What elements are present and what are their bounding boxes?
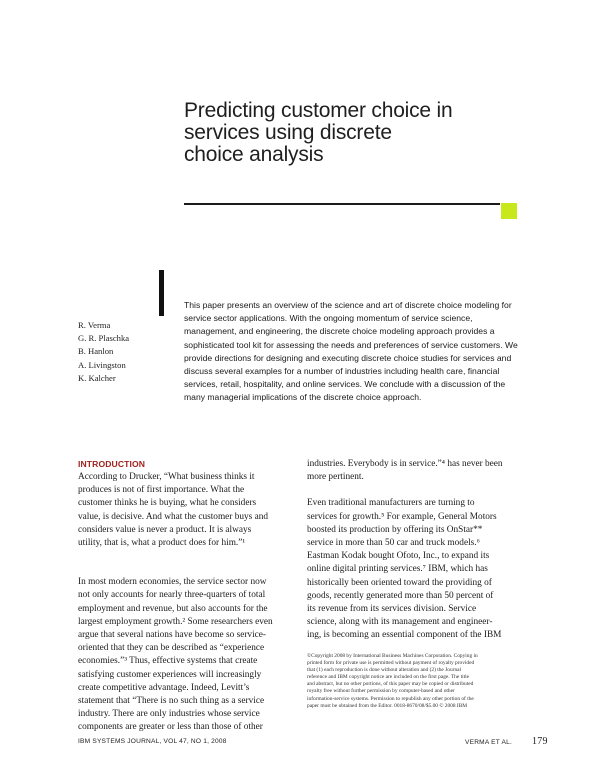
title-line: services using discrete (184, 121, 392, 144)
abstract-line: This paper presents an overview of the science and art of discrete choice modeling for (184, 300, 512, 310)
text-line: According to Drucker, “What business thinks it (78, 472, 255, 482)
body-column-right (307, 458, 529, 643)
text-line: components are greater or less than those of other (78, 722, 263, 733)
abstract-line: service sector applications. With the ongoing momentum of service science, (184, 313, 473, 324)
footnote-line: ©Copyright 2008 by International Business Machines Corporation. Copying in (307, 653, 478, 659)
running-footer (465, 736, 548, 747)
text-line: Eastman Kodak bought Ofoto, Inc., to expand its (307, 551, 490, 562)
accent-block (501, 203, 517, 219)
paragraph (78, 576, 300, 734)
text-line: statement that “There is no such thing as a service (78, 696, 265, 707)
text-line: satisfying customer experiences will increasingly (78, 669, 262, 680)
author-name: G. R. Plaschka (78, 333, 130, 344)
text-line: more pertinent. (307, 472, 364, 483)
running-authors: VERMA ET AL. (465, 739, 512, 746)
abstract (184, 299, 524, 405)
text-line: online digital printing services.⁷ IBM, which has (307, 564, 488, 575)
abstract-line: sophisticated tool kit for assessing the needs and preferences of service customers. We (184, 339, 518, 350)
journal-citation: IBM SYSTEMS JOURNAL, VOL 47, NO 1, 2008 (78, 738, 227, 745)
author-name: A. Livingston (78, 359, 126, 370)
abstract-line: services, retail, hospitality, and online services. We conclude with a discussion of the (184, 379, 506, 390)
abstract-line: many managerial implications of the discrete choice approach. (184, 392, 422, 403)
text-line: ing, is becoming an essential component of the IBM (307, 630, 502, 641)
text-line: utility, that is, what a product does for him.”¹ (78, 538, 246, 549)
text-line: service in more than 50 car and truck models.⁶ (307, 538, 480, 549)
text-line: boosted its production by offering its OnStar** (307, 524, 483, 535)
abstract-line: discuss several examples for a number of industries including health care, financial (184, 366, 500, 377)
abstract-marker-bar (159, 270, 164, 316)
author-name: R. Verma (78, 320, 111, 330)
author-name: K. Kalcher (78, 372, 116, 383)
text-line: employment and revenue, but also accounts for the (78, 603, 268, 614)
text-line: not only accounts for nearly three-quarters of total (78, 590, 266, 601)
footnote-line: information-service systems. Permission to republish any other portion of the (307, 695, 474, 702)
footnote-line: reference and IBM copyright notice are included on the first page. The title (307, 674, 470, 681)
text-line: goods, recently generated more than 50 percent of (307, 590, 494, 601)
text-line: produces is not of first importance. What the (78, 485, 245, 496)
footnote-line: printed form for private use is permitted without payment of royalty provided (307, 660, 475, 667)
text-line: considers value is never a product. It is always (78, 524, 252, 535)
paragraph (78, 471, 300, 550)
title-line: Predicting customer choice in (184, 99, 453, 122)
title-line: choice analysis (184, 143, 324, 166)
text-line: industries. Everybody is in service.”⁴ has never been (307, 459, 503, 469)
paragraph (307, 458, 529, 484)
abstract-line: management, and engineering, the discrete choice modeling approach provides a (184, 326, 495, 337)
section-heading: INTRODUCTION (78, 459, 146, 469)
abstract-line: provide directions for designing and executing discrete choice studies for services and (184, 352, 512, 363)
paragraph (307, 497, 529, 642)
text-line: its revenue from its services division. Service (307, 604, 477, 615)
text-line: oriented that they can be described as “experience (78, 643, 265, 654)
footnote-line: that (1) each reproduction is done without alteration and (2) the Journal (307, 667, 462, 674)
page-number: 179 (532, 736, 548, 747)
text-line: customer thinks he is buying, what he considers (78, 498, 257, 509)
text-line: largest employment growth.² Some researchers even (78, 616, 273, 627)
text-line: In most modern economies, the service sector now (78, 577, 267, 588)
author-name: B. Hanlon (78, 346, 114, 357)
text-line: industry. There are only industries whose service (78, 709, 260, 720)
text-line: services for growth.⁵ For example, General Motors (307, 511, 497, 522)
author-list (78, 319, 129, 385)
title-rule (184, 203, 500, 205)
body-column-left (78, 471, 300, 735)
text-line: value, is decisive. And what the customer buys and (78, 511, 269, 522)
text-line: Even traditional manufacturers are turning to (307, 498, 475, 509)
footnote-line: royalty free without further permission by computer-based and other (307, 688, 455, 695)
copyright-footnote (307, 653, 529, 710)
footnote-line: paper must be obtained from the Editor. 0018-8670/08/$5.00 © 2008 IBM (307, 702, 468, 709)
text-line: economies.”³ Thus, effective systems that create (78, 656, 258, 667)
paper-title (184, 100, 504, 166)
text-line: science, along with its management and engineer- (307, 617, 493, 628)
text-line: create competitive advantage. Indeed, Levitt’s (78, 682, 250, 693)
text-line: historically been oriented toward the providing of (307, 577, 492, 588)
footnote-line: and abstract, but no other portions, of this paper may be copied or distributed (307, 681, 474, 688)
text-line: argue that several nations have become so service- (78, 630, 267, 641)
